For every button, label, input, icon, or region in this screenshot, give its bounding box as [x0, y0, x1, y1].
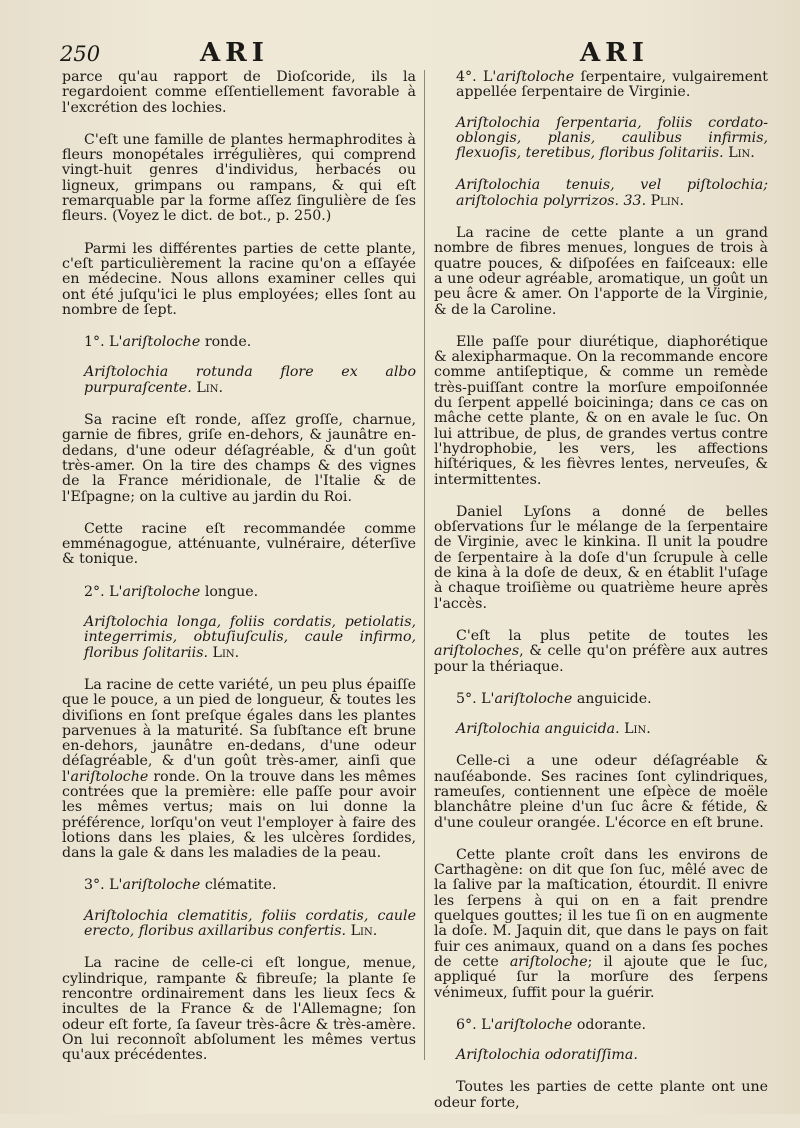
section-heading: 1°. L'ariſtoloche ronde.: [84, 334, 252, 351]
section-heading: 3°. L'ariſtoloche clématite.: [84, 877, 277, 894]
latin-name: Ariſtolochia anguicida. Lin.: [456, 721, 651, 738]
running-head-right: ARI: [580, 38, 649, 68]
paragraph: Elle paſſe pour diurétique, diaphorétique & alexipharmaque. On la recommande encore comme antiſeptique, & comme un remède très-puiſſant contre la morſure empoiſonnée du ſerpent appellé boicininga; dans ce cas on mâche cette plante, & on en avale le ſuc. On lui attribue, de plus, de grandes vertus contre l'hydrophobie, les vers, les affections hiſtériques, & les fièvres lentes, nerveuſes, & intermittentes.: [434, 333, 768, 488]
latin-name: Ariſtolochia tenuis, vel piſtolochia; ariſtolochia polyrrizos. 33. Plin.: [456, 177, 768, 209]
left-column: [62, 70, 416, 1080]
section-heading: 2°. L'ariſtoloche longue.: [84, 583, 259, 600]
paragraph: Cette plante croît dans les environs de Carthagène: on dit que ſon ſuc, mêlé avec de la ſalive par la maſtication, étourdit. Il enivre les ſerpens à qui on en a fait prendre quelques gouttes; il les tue ſi on en augmente la doſe. M. Jaquin dit, que dans le pays on fait fuir ces animaux, quand on a dans ſes poches de cette ariſtoloche; il ajoute que le ſuc, appliqué ſur la morſure des ſerpens vénimeux, ſuffit pour la guérir.: [434, 846, 769, 1001]
paragraph: parce qu'au rapport de Dioſcoride, ils la regardoient comme eſſentiellement favorable à l'excrétion des lochies.: [62, 69, 416, 116]
section-heading: 5°. L'ariſtoloche anguicide.: [456, 690, 652, 707]
paragraph: Parmi les différentes parties de cette plante, c'eſt particulièrement la racine qu'on a eſſayée en médecine. Nous allons examiner celles qui ont été juſqu'ici le plus employées; elles ſont au nombre de ſept.: [62, 240, 416, 318]
latin-name: Ariſtolochia clematitis, foliis cordatis, caule erecto, floribus axillaribus confertis. Lin.: [84, 907, 416, 940]
paragraph: La racine de cette variété, un peu plus épaiſſe que le pouce, a un pied de longueur, & toutes les diviſions en ſont preſque égales dans les plantes parvenues à la maturité. Sa ſubſtance eſt brune en-dehors, jaunâtre en-dedans, d'une odeur déſagréable, & d'un goût très-amer, ainſi que l'ariſtoloche ronde. On la trouve dans les mêmes contrées que la première: elle paſſe pour avoir les mêmes vertus; mais on lui donne la préférence, lorſqu'on veut l'employer à faire des lotions dans les plaies, & les ulcères ſordides, dans la gale & dans les maladies de la peau.: [62, 676, 416, 862]
running-head-left: ARI: [200, 38, 269, 68]
latin-name: Ariſtolochia odoratiſſima.: [456, 1047, 638, 1064]
section-heading: 6°. L'ariſtoloche odorante.: [456, 1016, 646, 1033]
paragraph: Toutes les parties de cette plante ont une odeur forte,: [434, 1079, 768, 1111]
section-heading: 4°. L'ariſtoloche ſerpentaire, vulgairement appellée ſerpentaire de Virginie.: [456, 69, 768, 101]
page-header: [60, 38, 780, 68]
latin-name: Ariſtolochia longa, foliis cordatis, petiolatis, integerrimis, obtuſiuſculis, caule infirmo, floribus ſolitariis. Lin.: [84, 614, 416, 661]
paragraph: La racine de cette plante a un grand nombre de fibres menues, longues de trois à quatre pouces, & diſpoſées en faiſceaux: elle a une odeur agréable, aromatique, un goût un peu âcre & amer. On l'apporte de la Virginie, & de la Caroline.: [434, 225, 768, 318]
right-column: [434, 70, 768, 1128]
paragraph: Celle-ci a une odeur déſagréable & nauſéabonde. Ses racines ſont cylindriques, rameuſes, contiennent une eſpèce de moële blanchâtre pleine d'un ſuc âcre & fétide, & d'une couleur orangée. L'écorce en eſt brune.: [434, 753, 768, 831]
paragraph: Sa racine eſt ronde, aſſez groſſe, charnue, garnie de fibres, griſe en-dehors, & jaunâtre en-dedans, d'une odeur déſagréable, & d'un goût très-amer. On la tire des champs & des vignes de la France méridionale, de l'Italie & de l'Eſpagne; on la cultive au jardin du Roi.: [62, 412, 416, 505]
column-divider: [424, 70, 425, 1060]
latin-name: Ariſtolochia rotunda flore ex albo purpuraſcente. Lin.: [84, 364, 416, 396]
paragraph: C'eſt une famille de plantes hermaphrodites à fleurs monopétales irrégulières, qui comprend vingt-huit genres d'individus, herbacés ou ligneux, grimpans ou rampans, & qui eſt remarquable par la forme aſſez ſingulière de ſes fleurs. (Voyez le dict. de bot., p. 250.): [62, 131, 416, 225]
paragraph: C'eſt la plus petite de toutes les ariſtoloches, & celle qu'on préfère aux autres pour la thériaque.: [434, 627, 768, 675]
paragraph: Cette racine eſt recommandée comme emménagogue, atténuante, vulnéraire, déterſive & tonique.: [62, 520, 416, 568]
page-number: 250: [60, 42, 101, 66]
paragraph: Daniel Lyſons a donné de belles obſervations ſur le mélange de la ſerpentaire de Virginie, avec le kinkina. Il unit la poudre de ſerpentaire à la doſe d'un ſcrupule à celle de kina à la doſe de deux, & en établit l'uſage à chaque troiſième ou quatrième heure après l'accès.: [434, 503, 768, 612]
paragraph: La racine de celle-ci eſt longue, menue, cylindrique, rampante & fibreuſe; la plante ſe rencontre ordinairement dans les lieux ſecs & incultes de la France & de l'Allemagne; ſon odeur eſt forte, ſa ſaveur très-âcre & très-amère. On lui reconnoît abſolument les mêmes vertus qu'aux précédentes.: [62, 955, 416, 1064]
latin-name: Ariſtolochia ſerpentaria, foliis cordato-oblongis, planis, caulibus infirmis, flexuoſis, teretibus, floribus ſolitariis. Lin.: [456, 114, 768, 162]
